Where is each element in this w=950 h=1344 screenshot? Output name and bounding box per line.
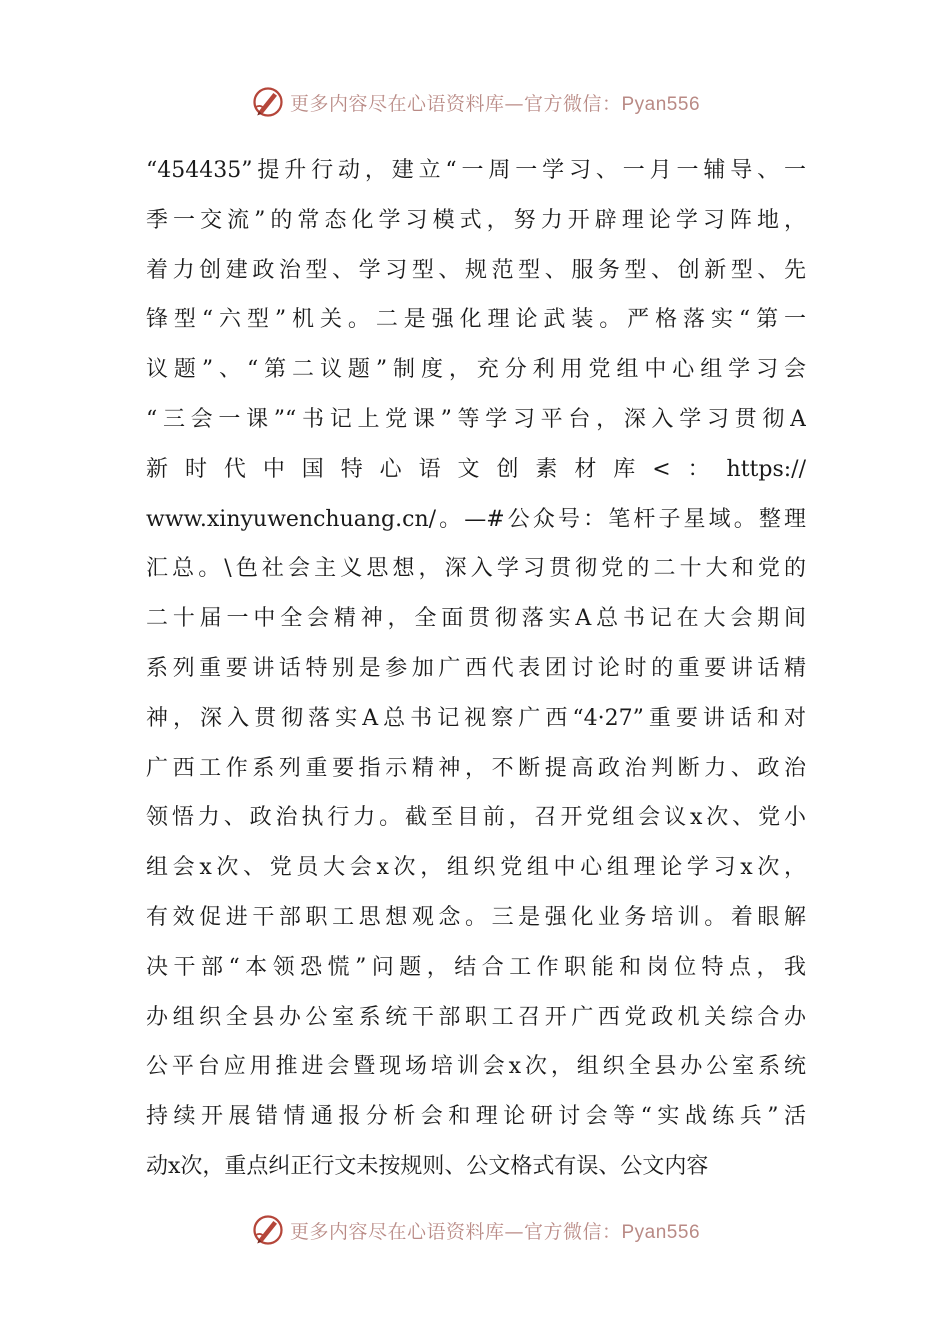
text-line: 决干部“本领恐慌”问题，结合工作职能和岗位特点，我 [146, 954, 806, 980]
text-line: 办组织全县办公室系统干部职工召开广西党政机关综合办 [146, 1004, 806, 1030]
header-banner-text: 更多内容尽在心语资料库—官方微信：Pyan556 [289, 92, 701, 115]
text-line: “三会一课”“书记上党课”等学习平台，深入学习贯彻A [146, 406, 806, 432]
pen-logo-icon [250, 1212, 286, 1248]
text-line: 公平台应用推进会暨现场培训会x次，组织全县办公室系统 [146, 1054, 806, 1080]
text-line: 议题”、“第二议题”制度，充分利用党组中心组学习会 [146, 357, 806, 383]
text-line: 持续开展错情通报分析会和理论研讨会等“实战练兵”活 [146, 1104, 806, 1130]
document-body [146, 146, 806, 1192]
text-line: 着力创建政治型、学习型、规范型、服务型、创新型、先 [146, 257, 806, 283]
text-line: 动x次，重点纠正行文未按规则、公文格式有误、公文内容 [146, 1153, 709, 1179]
text-line: 季一交流”的常态化学习模式，努力开辟理论学习阵地， [146, 207, 806, 233]
text-line: 二十届一中全会精神，全面贯彻落实A总书记在大会期间 [146, 606, 806, 632]
footer-banner [0, 1210, 950, 1250]
text-line: 汇总。\色社会主义思想，深入学习贯彻党的二十大和党的 [146, 556, 806, 582]
footer-banner-text: 更多内容尽在心语资料库—官方微信：Pyan556 [289, 1220, 701, 1243]
text-line: “454435”提升行动，建立“一周一学习、一月一辅导、一 [146, 158, 806, 183]
text-line: 新时代中国特心语文创素材库<：https:// [146, 456, 806, 482]
text-line: 有效促进干部职工思想观念。三是强化业务培训。着眼解 [146, 904, 806, 930]
pen-logo-icon [250, 84, 286, 120]
text-line: 组会x次、党员大会x次，组织党组中心组理论学习x次， [146, 855, 806, 881]
text-line: 领悟力、政治执行力。截至目前，召开党组会议x次、党小 [146, 805, 806, 831]
text-line: 广西工作系列重要指示精神，不断提高政治判断力、政治 [146, 755, 806, 781]
header-banner [0, 82, 950, 122]
text-line: www.xinyuwenchuang.cn/。—#公众号：笔杆子星域。整理 [146, 506, 806, 532]
text-line: 神，深入贯彻落实A总书记视察广西“4·27”重要讲话和对 [146, 705, 806, 731]
text-line: 系列重要讲话特别是参加广西代表团讨论时的重要讲话精 [146, 655, 806, 681]
text-line: 锋型“六型”机关。二是强化理论武装。严格落实“第一 [146, 307, 806, 333]
